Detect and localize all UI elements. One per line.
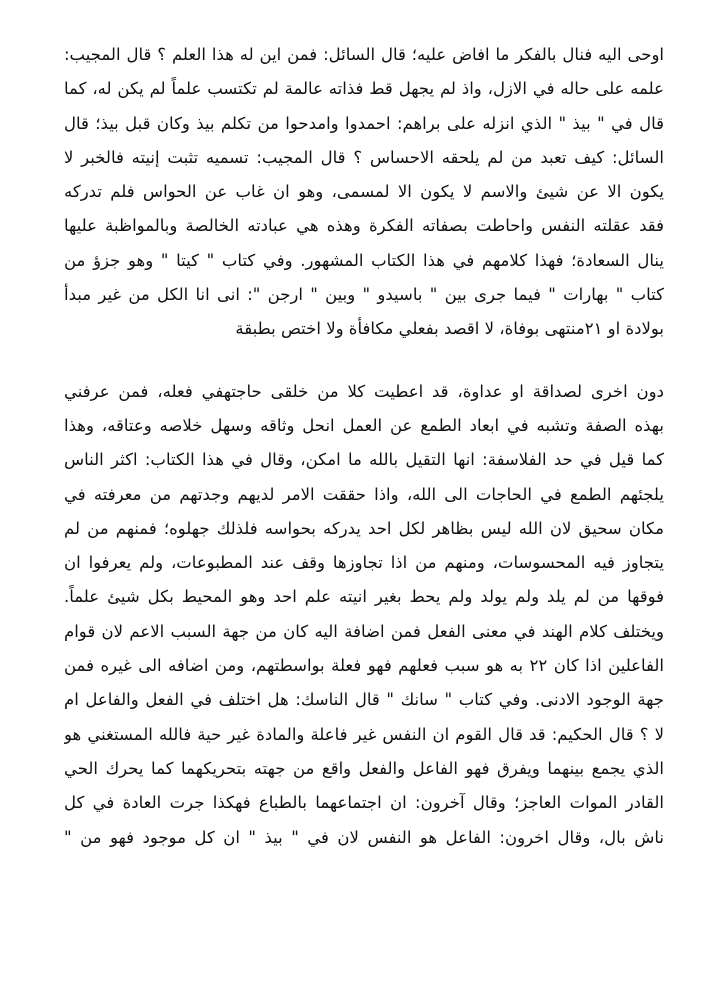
paragraph-gap: [64, 347, 664, 375]
text-line: اوحى اليه فنال بالفكر ما افاض عليه؛ قال السائل: فمن اين له هذا العلم ؟ قال المجيب:: [64, 45, 664, 64]
document-page: [64, 38, 664, 855]
text-line: كتاب " بهارات " فيما جرى بين " باسيدو " وبين " ارجن ": انى انا الكل من غير مبدأ: [64, 285, 664, 305]
text-line: فقد عقلته النفس واحاطت بصفاته الفكرة وهذه هي عبادته الخالصة وبالمواظبة عليها: [64, 216, 664, 236]
text-line: دون اخرى لصداقة او عداوة، قد اعطيت كلا من خلقى حاجتهفي فعله، فمن عرفني: [64, 381, 664, 401]
paragraph-1: [64, 38, 664, 347]
text-line: الفاعلين اذا كان ٢٢ به هو سبب فعلهم فهو فعلة بواسطتهم، ومن اضافه الى غيره فمن: [64, 656, 664, 676]
text-line: مكان سحيق لان الله ليس بظاهر لكل احد يدركه بحواسه فلذلك جهلوه؛ فمنهم من لم: [64, 518, 664, 538]
text-line: يلجئهم الطمع في الحاجات الى الله، واذا حققت الامر لديهم وجدتهم من معرفته في: [64, 484, 664, 504]
text-line: بهذه الصفة وتشبه في ابعاد الطمع عن العمل انحل وثاقه وسهل خلاصه وعتاقه، وهذا: [64, 415, 664, 435]
paragraph-2: [64, 375, 664, 855]
text-line: بولادة او ٢١منتهى بوفاة، لا اقصد بفعلي مكافأة ولا اختص بطبقة: [235, 319, 664, 339]
text-line: لا ؟ قال الحكيم: قد قال القوم ان النفس غير فاعلة والمادة غير حية فالله المستغني هو: [64, 724, 664, 744]
text-line: السائل: كيف تعبد من لم يلحقه الاحساس ؟ قال المجيب: تسميه تثبت إنيته فالخبر لا: [64, 147, 664, 167]
text-line: الذي يجمع بينهما ويفرق فهو الفاعل والفعل واقع من جهته بتحريكهما كما يحرك الحي: [64, 758, 664, 778]
text-line: جهة الوجود الادنى. وفي كتاب " سانك " قال الناسك: هل اختلف في الفعل والفاعل ام: [64, 690, 664, 710]
text-line: ويختلف كلام الهند في معنى الفعل فمن اضافة اليه كان من جهة السبب الاعم لان قوام: [64, 621, 664, 641]
text-line: ناش بال، وقال اخرون: الفاعل هو النفس لان في " بيذ " ان كل موجود فهو من ": [64, 827, 664, 847]
text-line: كما قيل في حد الفلاسفة: انها التقيل بالله ما امكن، وقال في هذا الكتاب: اكثر الناس: [64, 450, 664, 470]
text-line: فوقها من لم يلد ولم يولد ولم يحط بغير انيته علم احد وهو المحيط بكل شيئ علماً.: [64, 587, 664, 607]
text-line: علمه على حاله في الازل، واذ لم يجهل قط فذاته عالمة لم تكتسب علماً لم يكن له، كما: [64, 79, 664, 99]
text-line: ينال السعادة؛ فهذا كلامهم في هذا الكتاب المشهور. وفي كتاب " كيتا " وهو جزؤ من: [64, 250, 664, 270]
text-line: يكون الا عن شيئ والاسم لا يكون الا لمسمى، وهو ان غاب عن الحواس فلم تدركه: [64, 182, 664, 202]
text-line: يتجاوز فيه المحسوسات، ومنهم من اذا تجاوزها وقف عند المطبوعات، ولم يعرفوا ان: [64, 553, 664, 573]
text-line: قال في " بيذ " الذي انزله على براهم: احمدوا وامدحوا من تكلم بيذ وكان قبل بيذ؛ قال: [64, 113, 664, 133]
text-line: القادر الموات العاجز؛ وقال آخرون: ان اجتماعهما بالطباع فهكذا جرت العادة في كل: [64, 793, 664, 813]
